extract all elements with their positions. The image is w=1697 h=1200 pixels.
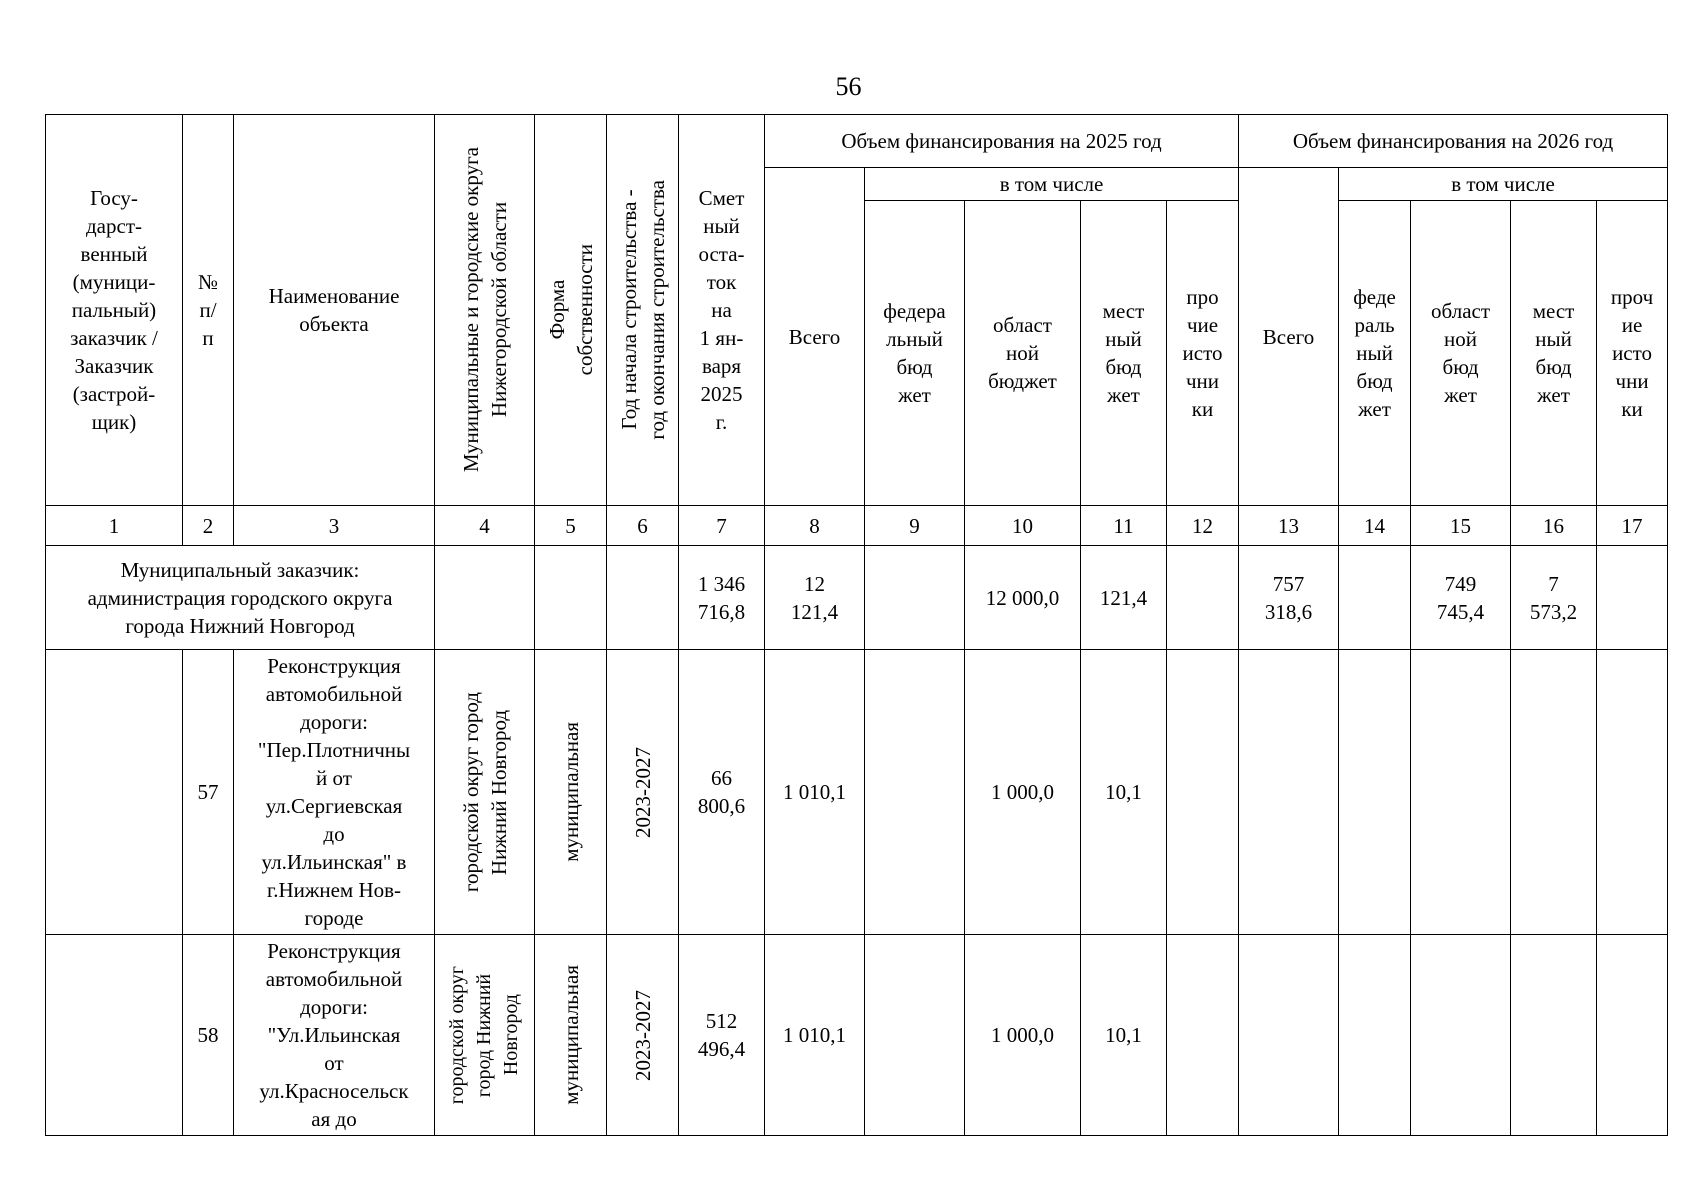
header-total-2026: Всего: [1239, 168, 1339, 506]
header-object-name: Наименование объекта: [234, 115, 435, 506]
column-number: 14: [1339, 506, 1411, 546]
ownership-cell: [535, 935, 607, 1136]
district-text: городской округ город Нижний Новгород: [458, 691, 511, 893]
years-cell: [607, 935, 679, 1136]
header-districts: [435, 115, 535, 506]
ownership-text: муниципальная: [558, 965, 583, 1105]
regional-2025-value: 1 000,0: [965, 650, 1081, 935]
header-local-2026: мест ный бюд жет: [1511, 201, 1597, 506]
table-cell: [865, 546, 965, 650]
ownership-cell: [535, 650, 607, 935]
column-number: 7: [679, 506, 765, 546]
header-group-2026: Объем финансирования на 2026 год: [1239, 115, 1668, 168]
header-local-2025: мест ный бюд жет: [1081, 201, 1167, 506]
page-number: 56: [835, 72, 862, 101]
table-cell: [1167, 546, 1239, 650]
row-number: 58: [183, 935, 234, 1136]
table-cell: [535, 546, 607, 650]
table-cell: [607, 546, 679, 650]
table-cell: [865, 935, 965, 1136]
table-cell: [1597, 650, 1668, 935]
column-number: 3: [234, 506, 435, 546]
table-cell: [1511, 650, 1597, 935]
header-group-2025: Объем финансирования на 2025 год: [765, 115, 1239, 168]
header-customer: Госу- дарст- венный (муници- пальный) заказчик / Заказчик (застрой- щик): [46, 115, 183, 506]
header-incl-2025: в том числе: [865, 168, 1239, 201]
header-number: № п/ п: [183, 115, 234, 506]
district-cell: [435, 935, 535, 1136]
header-districts-text: Муниципальные и городские округа Нижегородской области: [458, 147, 511, 473]
table-cell: [1597, 546, 1668, 650]
customer-total-2025: 12 121,4: [765, 546, 865, 650]
table-cell: [1597, 935, 1668, 1136]
table-cell: [1239, 935, 1339, 1136]
customer-local-2025: 121,4: [1081, 546, 1167, 650]
table-cell: [1239, 650, 1339, 935]
years-text: 2023-2027: [630, 989, 655, 1081]
district-text: городской округ город Нижний Новгород: [446, 965, 522, 1105]
regional-2025-value: 1 000,0: [965, 935, 1081, 1136]
column-number: 2: [183, 506, 234, 546]
column-number: 9: [865, 506, 965, 546]
header-ownership: [535, 115, 607, 506]
object-name: Реконструкция автомобильной дороги: "Ул.Ильинская от ул.Красносельск ая до: [234, 935, 435, 1136]
table-cell: [1339, 650, 1411, 935]
customer-regional-2026: 749 745,4: [1411, 546, 1511, 650]
table-cell: [1167, 650, 1239, 935]
column-number: 4: [435, 506, 535, 546]
row-number: 57: [183, 650, 234, 935]
column-number: 6: [607, 506, 679, 546]
header-regional-2026: област ной бюд жет: [1411, 201, 1511, 506]
customer-row: [46, 546, 1668, 650]
remainder-value: 512 496,4: [679, 935, 765, 1136]
column-number: 11: [1081, 506, 1167, 546]
header-regional-2025: област ной бюджет: [965, 201, 1081, 506]
table-cell: [1339, 935, 1411, 1136]
header-ownership-text: Форма собственности: [544, 244, 597, 376]
table-cell: [46, 650, 183, 935]
table-cell: [46, 935, 183, 1136]
header-federal-2026: феде раль ный бюд жет: [1339, 201, 1411, 506]
header-other-2026: проч ие исто чни ки: [1597, 201, 1668, 506]
column-number: 16: [1511, 506, 1597, 546]
column-number: 15: [1411, 506, 1511, 546]
table-cell: [1411, 935, 1511, 1136]
table-cell: [865, 650, 965, 935]
table-row: [46, 935, 1668, 1136]
header-years-text: Год начала строительства - год окончания строительства: [616, 180, 669, 440]
table-row: [46, 650, 1668, 935]
table-cell: [1511, 935, 1597, 1136]
column-number: 10: [965, 506, 1081, 546]
district-cell: [435, 650, 535, 935]
total-2025-value: 1 010,1: [765, 935, 865, 1136]
table-cell: [1411, 650, 1511, 935]
table-cell: [1167, 935, 1239, 1136]
object-name: Реконструкция автомобильной дороги: "Пер.Плотничны й от ул.Сергиевская до ул.Ильинская" в г.Нижнем Нов- городе: [234, 650, 435, 935]
local-2025-value: 10,1: [1081, 650, 1167, 935]
header-other-2025: про чие исто чни ки: [1167, 201, 1239, 506]
customer-remainder: 1 346 716,8: [679, 546, 765, 650]
customer-local-2026: 7 573,2: [1511, 546, 1597, 650]
column-number: 8: [765, 506, 865, 546]
column-numbers-row: [46, 506, 1668, 546]
years-text: 2023-2027: [630, 746, 655, 838]
column-number: 1: [46, 506, 183, 546]
years-cell: [607, 650, 679, 935]
financing-table: [45, 114, 1668, 1136]
table-cell: [435, 546, 535, 650]
customer-regional-2025: 12 000,0: [965, 546, 1081, 650]
customer-label: Муниципальный заказчик: администрация городского округа города Нижний Новгород: [46, 546, 435, 650]
header-incl-2026: в том числе: [1339, 168, 1668, 201]
table-cell: [1339, 546, 1411, 650]
customer-total-2026: 757 318,6: [1239, 546, 1339, 650]
header-years: [607, 115, 679, 506]
column-number: 17: [1597, 506, 1668, 546]
header-remainder: Смет ный оста- ток на 1 ян- варя 2025 г.: [679, 115, 765, 506]
ownership-text: муниципальная: [558, 722, 583, 862]
column-number: 12: [1167, 506, 1239, 546]
header-federal-2025: федера льный бюд жет: [865, 201, 965, 506]
header-total-2025: Всего: [765, 168, 865, 506]
column-number: 5: [535, 506, 607, 546]
total-2025-value: 1 010,1: [765, 650, 865, 935]
local-2025-value: 10,1: [1081, 935, 1167, 1136]
column-number: 13: [1239, 506, 1339, 546]
remainder-value: 66 800,6: [679, 650, 765, 935]
